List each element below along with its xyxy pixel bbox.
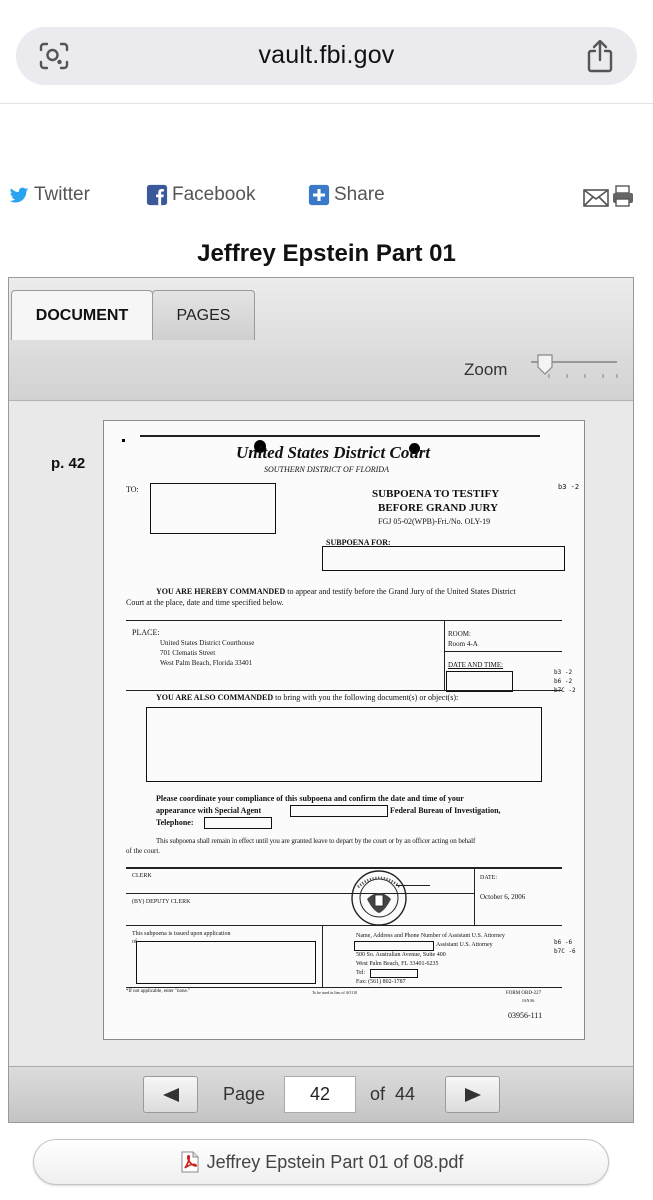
to-label: TO:: [126, 485, 139, 494]
speck: [122, 439, 125, 442]
subpoena-for-label: SUBPOENA FOR:: [326, 538, 391, 547]
also-commanded-bold: YOU ARE ALSO COMMANDED: [156, 693, 274, 702]
coordinate-line-2b: Federal Bureau of Investigation,: [390, 806, 501, 815]
exemption-code: b3 -2: [558, 483, 580, 491]
redacted-box: [136, 941, 316, 984]
redacted-box: [354, 941, 434, 951]
redacted-box: [446, 671, 513, 692]
email-print-icons[interactable]: [583, 184, 637, 208]
footnote: *If not applicable, enter "none.": [126, 989, 191, 994]
zoom-slider-thumb: [538, 355, 552, 374]
bates-number: 03956-111: [508, 1011, 543, 1020]
facebook-link[interactable]: [146, 180, 255, 210]
viewer-toolbar: [9, 278, 633, 401]
twitter-link[interactable]: [8, 180, 90, 210]
exemption-code: b6 -6: [554, 939, 573, 946]
issued-label: This subpoena is issued upon application: [132, 931, 231, 937]
room-label: ROOM:: [448, 630, 471, 638]
date-label: DATE:: [480, 875, 497, 881]
coordinate-line-2a: appearance with Special Agent: [156, 806, 262, 815]
fax-line: Fax: (561) 802-1787: [356, 979, 406, 985]
share-label: Share: [334, 184, 385, 205]
date-time-label: DATE AND TIME:: [448, 661, 504, 669]
address-line-1: 500 So. Australian Avenue, Suite 400: [356, 952, 446, 958]
arrow-right-icon: [464, 1088, 482, 1102]
zoom-slider[interactable]: [527, 354, 619, 384]
redacted-box: [322, 546, 565, 571]
address-bar[interactable]: [16, 27, 637, 85]
exemption-code: b3 -2: [554, 669, 573, 676]
commanded-rest: to appear and testify before the Grand Jury of the United States District: [285, 587, 516, 596]
place-line-1: United States District Courthouse: [160, 639, 255, 647]
of-word: of: [370, 1084, 386, 1104]
pagination-bar: [9, 1066, 633, 1122]
subpoena-title-2: BEFORE GRAND JURY: [378, 502, 499, 514]
email-icon: [584, 190, 608, 206]
redacted-box: [204, 817, 272, 829]
plus-share-icon: [308, 184, 330, 206]
browser-toolbar: [0, 0, 653, 104]
form-date: JAN.86: [522, 998, 535, 1003]
tab-document[interactable]: DOCUMENT: [11, 290, 153, 340]
commanded-text: [156, 587, 516, 596]
to-be-used-note: To be used in lieu of AO110: [312, 990, 358, 995]
page-number-label: p. 42: [51, 455, 86, 472]
exemption-code: b7C -2: [554, 687, 576, 694]
tel-label: Tel:: [356, 970, 366, 976]
share-icon[interactable]: [585, 39, 615, 73]
twitter-bird-icon: [8, 184, 30, 206]
exemption-code: b7C -6: [554, 948, 576, 955]
attorney-title: Assistant U.S. Attorney: [436, 942, 493, 948]
page-word: Page: [223, 1084, 266, 1104]
issued-label-2: of: [132, 939, 137, 945]
place-label: PLACE:: [132, 628, 160, 637]
address-line-2: West Palm Beach, FL 33401-6235: [356, 961, 439, 967]
coordinate-line-1: Please coordinate your compliance of this subpoena and confirm the date and time of your: [156, 794, 464, 803]
arrow-left-icon: [162, 1088, 180, 1102]
also-commanded-rest: to bring with you the following document(s) or object(s):: [273, 693, 459, 702]
case-number: FGJ 05-02(WPB)-Fri./No. OLY-19: [378, 517, 491, 526]
district-name: SOUTHERN DISTRICT OF FLORIDA: [264, 465, 389, 474]
remain-line-1: This subpoena shall remain in effect until you are granted leave to depart by the court or by an officer acting on behalf: [156, 837, 476, 845]
url-text[interactable]: vault.fbi.gov: [258, 41, 395, 69]
redacted-box: [150, 483, 276, 534]
total-pages: 44: [395, 1084, 416, 1104]
court-seal: [350, 869, 408, 927]
commanded-bold: YOU ARE HEREBY COMMANDED: [156, 587, 286, 596]
redacted-box: [290, 805, 388, 817]
exemption-code: b6 -2: [554, 678, 573, 685]
court-name: United States District Court: [236, 443, 431, 462]
document-viewer: [8, 277, 634, 1123]
form-number: FORM OBD-227: [506, 991, 542, 996]
facebook-label: Facebook: [172, 184, 256, 205]
document-title: Jeffrey Epstein Part 01: [197, 240, 456, 267]
print-icon: [613, 186, 633, 206]
room-value: Room 4-A: [448, 640, 478, 648]
tab-pages[interactable]: PAGES: [152, 290, 255, 340]
place-line-2: 701 Clematis Street: [160, 649, 216, 657]
page-total: [370, 1084, 415, 1105]
twitter-label: Twitter: [34, 184, 90, 205]
date-value: October 6, 2006: [480, 893, 526, 901]
clerk-label: CLERK: [132, 873, 152, 879]
share-link[interactable]: [308, 180, 385, 210]
redacted-box: [146, 707, 542, 782]
viewer-page-area: [9, 402, 633, 1066]
also-commanded-text: [156, 693, 458, 702]
deputy-clerk-label: (BY) DEPUTY CLERK: [132, 899, 191, 905]
scanned-page[interactable]: [103, 420, 585, 1040]
commanded-line-2: Court at the place, date and time specified below.: [126, 598, 284, 607]
place-line-3: West Palm Beach, Florida 33401: [160, 659, 253, 667]
previous-page-button[interactable]: [143, 1076, 198, 1113]
attorney-header: Name, Address and Phone Number of Assistant U.S. Attorney: [356, 933, 505, 939]
coordinate-line-3: Telephone:: [156, 818, 194, 827]
social-bar: [0, 180, 653, 210]
remain-line-2: of the court.: [126, 847, 161, 855]
subpoena-title-1: SUBPOENA TO TESTIFY: [372, 488, 500, 500]
pdf-download-button[interactable]: [33, 1139, 609, 1185]
zoom-label: Zoom: [464, 360, 508, 379]
next-page-button[interactable]: [445, 1076, 500, 1113]
facebook-icon: [146, 184, 168, 206]
page-number-input[interactable]: 42: [284, 1076, 356, 1113]
pdf-link-label: Jeffrey Epstein Part 01 of 08.pdf: [206, 1151, 464, 1172]
pdf-file-icon: [179, 1151, 201, 1173]
redacted-box: [370, 969, 418, 978]
